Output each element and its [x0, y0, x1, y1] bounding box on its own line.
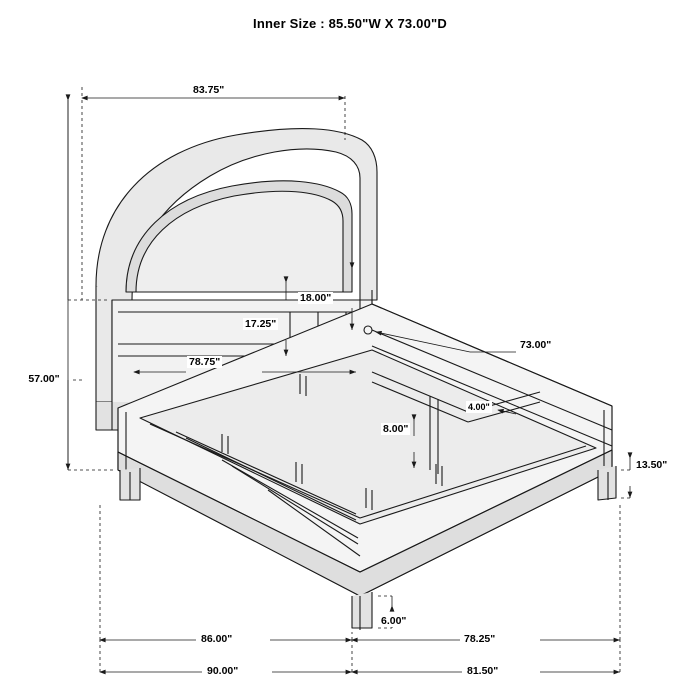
page-title: Inner Size : 85.50"W X 73.00"D — [253, 16, 447, 31]
dim-slat-thickness: 4.00" — [468, 402, 490, 412]
bed-illustration — [96, 129, 616, 630]
dim-headboard-inner-width: 78.75" — [189, 356, 221, 368]
dim-bottom-inner-width: 86.00" — [201, 633, 233, 645]
dim-side-rail-height: 13.50" — [636, 459, 668, 471]
dim-panel-height: 18.00" — [300, 292, 332, 304]
dim-side-depth-upper: 78.25" — [464, 633, 496, 645]
dim-overall-width: 90.00" — [207, 665, 239, 677]
dim-depth: 73.00" — [520, 339, 552, 351]
dim-rail-height: 8.00" — [383, 423, 409, 435]
dim-top-width: 83.75" — [193, 84, 225, 96]
dim-headboard-height: 57.00" — [28, 373, 60, 385]
dim-side-depth-lower: 81.50" — [467, 665, 499, 677]
dim-leg-height: 6.00" — [381, 615, 407, 627]
dim-panel-inner-height: 17.25" — [245, 318, 277, 330]
